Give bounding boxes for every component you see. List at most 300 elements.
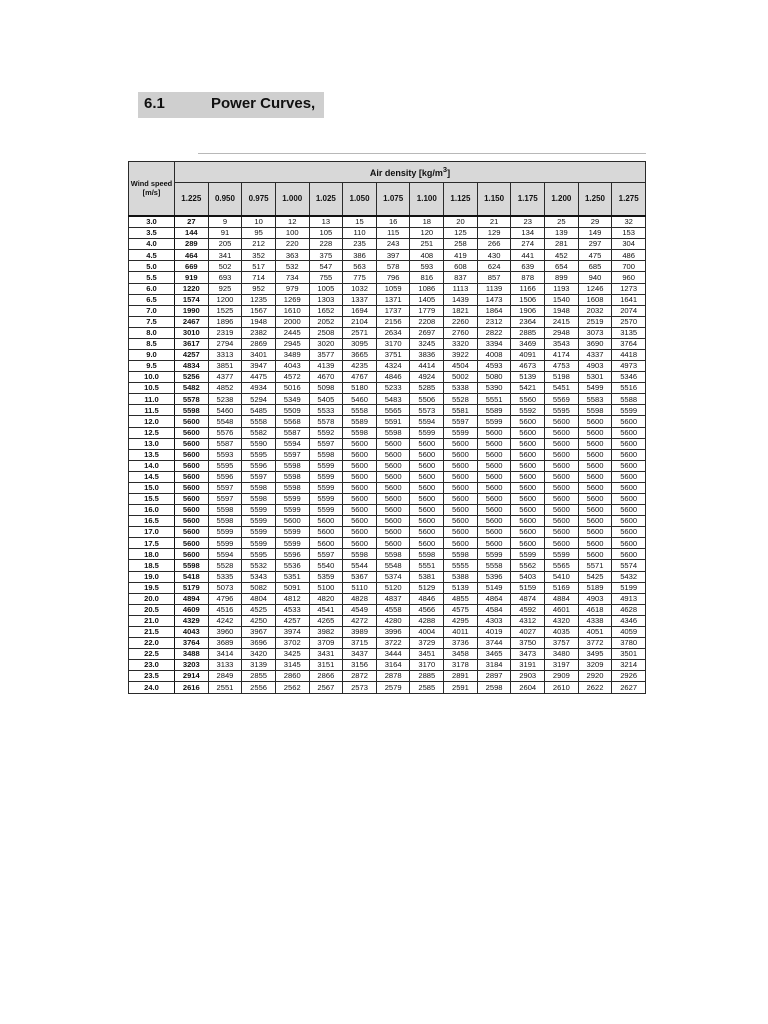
power-value-cell: 5600 — [612, 482, 646, 493]
power-value-cell: 1948 — [242, 316, 276, 327]
power-value-cell: 5600 — [343, 438, 377, 449]
power-value-cell: 5600 — [477, 505, 511, 516]
table-row — [129, 682, 646, 694]
power-value-cell: 5565 — [545, 560, 579, 571]
power-value-cell: 5600 — [511, 460, 545, 471]
table-row — [129, 405, 646, 416]
power-value-cell: 2891 — [444, 671, 478, 682]
power-value-cell: 5597 — [242, 471, 276, 482]
power-value-cell: 21 — [477, 216, 511, 228]
power-value-cell: 5576 — [208, 427, 242, 438]
power-value-cell: 5600 — [477, 493, 511, 504]
power-value-cell: 134 — [511, 228, 545, 239]
power-value-cell: 2573 — [343, 682, 377, 694]
power-value-cell: 5597 — [275, 449, 309, 460]
power-value-cell: 475 — [578, 250, 612, 261]
wind-speed-cell: 19.0 — [129, 571, 175, 582]
power-value-cell: 1337 — [343, 294, 377, 305]
power-value-cell: 1473 — [477, 294, 511, 305]
power-value-cell: 266 — [477, 239, 511, 250]
power-value-cell: 1113 — [444, 283, 478, 294]
power-value-cell: 5600 — [477, 449, 511, 460]
power-value-cell: 2869 — [242, 338, 276, 349]
power-value-cell: 5593 — [208, 449, 242, 460]
power-value-cell: 5600 — [545, 482, 579, 493]
power-value-cell: 5600 — [410, 516, 444, 527]
power-value-cell: 100 — [275, 228, 309, 239]
power-value-cell: 5600 — [175, 527, 209, 538]
power-value-cell: 129 — [477, 228, 511, 239]
wind-speed-cell: 5.5 — [129, 272, 175, 283]
power-value-cell: 5581 — [444, 405, 478, 416]
power-value-cell: 3501 — [612, 649, 646, 660]
power-value-cell: 5485 — [242, 405, 276, 416]
power-value-cell: 2610 — [545, 682, 579, 694]
power-value-cell: 5600 — [511, 527, 545, 538]
power-value-cell: 1220 — [175, 283, 209, 294]
power-value-cell: 5600 — [612, 471, 646, 482]
power-value-cell: 3214 — [612, 660, 646, 671]
power-value-cell: 1896 — [208, 316, 242, 327]
wind-speed-cell: 23.0 — [129, 660, 175, 671]
power-value-cell: 3489 — [275, 349, 309, 360]
power-value-cell: 5600 — [343, 538, 377, 549]
power-value-cell: 1906 — [511, 305, 545, 316]
power-value-cell: 5600 — [175, 538, 209, 549]
power-value-cell: 5533 — [309, 405, 343, 416]
power-value-cell: 3577 — [309, 349, 343, 360]
power-value-cell: 5139 — [444, 582, 478, 593]
power-value-cell: 4767 — [343, 372, 377, 383]
power-value-cell: 2585 — [410, 682, 444, 694]
power-curve-table — [128, 161, 646, 694]
table-row — [129, 449, 646, 460]
power-value-cell: 2634 — [376, 327, 410, 338]
power-value-cell: 4592 — [511, 604, 545, 615]
power-value-cell: 5600 — [410, 538, 444, 549]
power-value-cell: 5560 — [511, 394, 545, 405]
wind-speed-cell: 6.5 — [129, 294, 175, 305]
power-value-cell: 5600 — [376, 516, 410, 527]
power-value-cell: 5599 — [477, 549, 511, 560]
power-value-cell: 5600 — [175, 493, 209, 504]
power-value-cell: 5600 — [444, 527, 478, 538]
power-value-cell: 441 — [511, 250, 545, 261]
power-value-cell: 4051 — [578, 626, 612, 637]
power-value-cell: 5600 — [309, 527, 343, 538]
power-value-cell: 4257 — [175, 349, 209, 360]
table-row — [129, 549, 646, 560]
power-value-cell: 2074 — [612, 305, 646, 316]
air-density-label-end: ] — [447, 168, 451, 178]
power-value-cell: 3736 — [444, 638, 478, 649]
power-value-cell: 205 — [208, 239, 242, 250]
power-value-cell: 979 — [275, 283, 309, 294]
power-value-cell: 1166 — [511, 283, 545, 294]
power-value-cell: 5600 — [410, 471, 444, 482]
power-value-cell: 1269 — [275, 294, 309, 305]
power-value-cell: 5410 — [545, 571, 579, 582]
power-value-cell: 5528 — [444, 394, 478, 405]
power-value-cell: 5598 — [175, 405, 209, 416]
power-value-cell: 5600 — [175, 438, 209, 449]
wind-speed-cell: 20.5 — [129, 604, 175, 615]
power-value-cell: 5600 — [545, 416, 579, 427]
power-value-cell: 2508 — [309, 327, 343, 338]
power-value-cell: 1005 — [309, 283, 343, 294]
power-value-cell: 2382 — [242, 327, 276, 338]
power-value-cell: 4846 — [376, 372, 410, 383]
power-value-cell: 2562 — [275, 682, 309, 694]
power-value-cell: 1641 — [612, 294, 646, 305]
power-value-cell: 5600 — [578, 460, 612, 471]
power-value-cell: 5432 — [612, 571, 646, 582]
table-row — [129, 427, 646, 438]
power-value-cell: 5600 — [410, 449, 444, 460]
power-value-cell: 235 — [343, 239, 377, 250]
power-value-cell: 5294 — [242, 394, 276, 405]
power-value-cell: 2551 — [208, 682, 242, 694]
power-value-cell: 1694 — [343, 305, 377, 316]
wind-speed-cell: 24.0 — [129, 682, 175, 694]
power-value-cell: 5600 — [477, 438, 511, 449]
wind-speed-cell: 4.0 — [129, 239, 175, 250]
power-value-cell: 5600 — [175, 427, 209, 438]
power-value-cell: 9 — [208, 216, 242, 228]
table-row — [129, 272, 646, 283]
power-value-cell: 734 — [275, 272, 309, 283]
power-value-cell: 5595 — [545, 405, 579, 416]
power-value-cell: 5582 — [242, 427, 276, 438]
power-value-cell: 4295 — [444, 615, 478, 626]
table-row — [129, 394, 646, 405]
power-value-cell: 5587 — [275, 427, 309, 438]
power-value-cell: 4834 — [175, 361, 209, 372]
power-value-cell: 3451 — [410, 649, 444, 660]
power-value-cell: 3197 — [545, 660, 579, 671]
power-value-cell: 486 — [612, 250, 646, 261]
power-value-cell: 3420 — [242, 649, 276, 660]
power-value-cell: 16 — [376, 216, 410, 228]
wind-speed-cell: 22.5 — [129, 649, 175, 660]
power-value-cell: 2926 — [612, 671, 646, 682]
power-value-cell: 2794 — [208, 338, 242, 349]
power-value-cell: 2872 — [343, 671, 377, 682]
power-value-cell: 5600 — [511, 493, 545, 504]
power-value-cell: 5600 — [578, 438, 612, 449]
wind-speed-cell: 10.5 — [129, 383, 175, 394]
power-value-cell: 5568 — [275, 416, 309, 427]
power-value-cell: 5597 — [309, 549, 343, 560]
power-value-cell: 5600 — [343, 516, 377, 527]
power-value-cell: 5600 — [410, 493, 444, 504]
power-value-cell: 5285 — [410, 383, 444, 394]
power-value-cell: 5596 — [242, 460, 276, 471]
power-value-cell: 5346 — [612, 372, 646, 383]
power-value-cell: 5600 — [410, 527, 444, 538]
power-value-cell: 29 — [578, 216, 612, 228]
power-value-cell: 5587 — [208, 438, 242, 449]
power-value-cell: 5600 — [511, 516, 545, 527]
power-value-cell: 3960 — [208, 626, 242, 637]
power-value-cell: 4174 — [545, 349, 579, 360]
power-value-cell: 5599 — [309, 471, 343, 482]
power-value-cell: 5578 — [309, 416, 343, 427]
power-value-cell: 5600 — [545, 471, 579, 482]
power-value-cell: 3178 — [444, 660, 478, 671]
power-value-cell: 5594 — [275, 438, 309, 449]
power-value-cell: 5129 — [410, 582, 444, 593]
section-number: 6.1 — [144, 95, 165, 112]
wind-speed-cell: 4.5 — [129, 250, 175, 261]
density-column-header: 1.225 — [175, 183, 209, 217]
power-value-cell: 5599 — [545, 549, 579, 560]
power-value-cell: 4338 — [578, 615, 612, 626]
power-value-cell: 3184 — [477, 660, 511, 671]
power-value-cell: 5600 — [343, 493, 377, 504]
power-value-cell: 5600 — [511, 471, 545, 482]
power-value-cell: 5098 — [309, 383, 343, 394]
power-value-cell: 4852 — [208, 383, 242, 394]
power-value-cell: 5600 — [511, 538, 545, 549]
table-row — [129, 604, 646, 615]
power-value-cell: 5589 — [343, 416, 377, 427]
wind-speed-header: Wind speed [m/s] — [129, 162, 175, 217]
power-value-cell: 816 — [410, 272, 444, 283]
wind-speed-cell: 18.0 — [129, 549, 175, 560]
wind-speed-cell: 15.5 — [129, 493, 175, 504]
power-value-cell: 4043 — [275, 361, 309, 372]
table-row — [129, 671, 646, 682]
power-value-cell: 5569 — [545, 394, 579, 405]
power-value-cell: 5600 — [309, 538, 343, 549]
power-value-cell: 5120 — [376, 582, 410, 593]
power-value-cell: 2570 — [612, 316, 646, 327]
power-value-cell: 5425 — [578, 571, 612, 582]
power-value-cell: 5600 — [343, 471, 377, 482]
wind-speed-cell: 16.5 — [129, 516, 175, 527]
power-value-cell: 5600 — [511, 427, 545, 438]
power-value-cell: 5599 — [242, 538, 276, 549]
power-value-cell: 3947 — [242, 361, 276, 372]
power-value-cell: 5583 — [578, 394, 612, 405]
power-value-cell: 5558 — [343, 405, 377, 416]
power-value-cell: 3245 — [410, 338, 444, 349]
power-value-cell: 5179 — [175, 582, 209, 593]
power-value-cell: 4265 — [309, 615, 343, 626]
table-row — [129, 305, 646, 316]
power-value-cell: 4628 — [612, 604, 646, 615]
power-value-cell: 3836 — [410, 349, 444, 360]
power-value-cell: 281 — [545, 239, 579, 250]
power-value-cell: 10 — [242, 216, 276, 228]
power-value-cell: 4329 — [175, 615, 209, 626]
wind-speed-cell: 5.0 — [129, 261, 175, 272]
power-value-cell: 2866 — [309, 671, 343, 682]
power-value-cell: 375 — [309, 250, 343, 261]
power-value-cell: 4618 — [578, 604, 612, 615]
power-value-cell: 5599 — [208, 538, 242, 549]
power-value-cell: 5600 — [612, 549, 646, 560]
table-row — [129, 471, 646, 482]
power-value-cell: 5598 — [275, 482, 309, 493]
power-value-cell: 5600 — [175, 416, 209, 427]
power-value-cell: 5600 — [545, 438, 579, 449]
power-value-cell: 3780 — [612, 638, 646, 649]
power-value-cell: 243 — [376, 239, 410, 250]
power-value-cell: 5598 — [242, 482, 276, 493]
power-value-cell: 669 — [175, 261, 209, 272]
power-value-cell: 3401 — [242, 349, 276, 360]
power-value-cell: 3095 — [343, 338, 377, 349]
power-value-cell: 547 — [309, 261, 343, 272]
density-column-header: 1.175 — [511, 183, 545, 217]
table-row — [129, 349, 646, 360]
power-value-cell: 5558 — [477, 560, 511, 571]
density-column-header: 1.250 — [578, 183, 612, 217]
power-value-cell: 2920 — [578, 671, 612, 682]
power-value-cell: 5528 — [208, 560, 242, 571]
power-value-cell: 1525 — [208, 305, 242, 316]
power-value-cell: 304 — [612, 239, 646, 250]
power-value-cell: 5600 — [175, 549, 209, 560]
air-density-header — [175, 162, 646, 183]
power-value-cell: 960 — [612, 272, 646, 283]
power-value-cell: 115 — [376, 228, 410, 239]
power-value-cell: 5599 — [275, 505, 309, 516]
power-value-cell: 5600 — [376, 482, 410, 493]
power-value-cell: 639 — [511, 261, 545, 272]
power-value-cell: 3722 — [376, 638, 410, 649]
power-value-cell: 3313 — [208, 349, 242, 360]
table-row — [129, 516, 646, 527]
power-value-cell: 5073 — [208, 582, 242, 593]
power-value-cell: 18 — [410, 216, 444, 228]
power-value-cell: 5598 — [444, 549, 478, 560]
power-value-cell: 5343 — [242, 571, 276, 582]
power-value-cell: 5599 — [275, 527, 309, 538]
power-value-cell: 4019 — [477, 626, 511, 637]
power-value-cell: 4008 — [477, 349, 511, 360]
power-value-cell: 5600 — [175, 505, 209, 516]
power-value-cell: 139 — [545, 228, 579, 239]
power-value-cell: 341 — [208, 250, 242, 261]
density-column-header: 1.200 — [545, 183, 579, 217]
power-value-cell: 2903 — [511, 671, 545, 682]
power-value-cell: 5598 — [376, 427, 410, 438]
power-value-cell: 5598 — [343, 427, 377, 438]
power-value-cell: 4609 — [175, 604, 209, 615]
power-value-cell: 1948 — [545, 305, 579, 316]
wind-speed-cell: 20.0 — [129, 593, 175, 604]
power-value-cell: 5600 — [410, 505, 444, 516]
power-value-cell: 3010 — [175, 327, 209, 338]
power-value-cell: 464 — [175, 250, 209, 261]
power-value-cell: 5544 — [343, 560, 377, 571]
wind-speed-cell: 17.5 — [129, 538, 175, 549]
power-value-cell: 4673 — [511, 361, 545, 372]
wind-speed-cell: 3.0 — [129, 216, 175, 228]
power-value-cell: 2556 — [242, 682, 276, 694]
power-value-cell: 419 — [444, 250, 478, 261]
power-value-cell: 5600 — [612, 538, 646, 549]
power-value-cell: 408 — [410, 250, 444, 261]
power-value-cell: 5367 — [343, 571, 377, 582]
power-value-cell: 27 — [175, 216, 209, 228]
power-value-cell: 5600 — [343, 505, 377, 516]
power-value-cell: 363 — [275, 250, 309, 261]
table-row — [129, 383, 646, 394]
power-value-cell: 2885 — [511, 327, 545, 338]
power-value-cell: 1371 — [376, 294, 410, 305]
power-value-cell: 2697 — [410, 327, 444, 338]
power-value-cell: 5600 — [511, 505, 545, 516]
density-column-header: 1.050 — [343, 183, 377, 217]
power-value-cell: 1990 — [175, 305, 209, 316]
power-value-cell: 1405 — [410, 294, 444, 305]
wind-speed-cell: 23.5 — [129, 671, 175, 682]
power-value-cell: 4796 — [208, 593, 242, 604]
table-row — [129, 228, 646, 239]
power-value-cell: 4820 — [309, 593, 343, 604]
power-value-cell: 5596 — [275, 549, 309, 560]
table-row — [129, 327, 646, 338]
power-value-cell: 5600 — [578, 527, 612, 538]
power-value-cell: 5600 — [578, 538, 612, 549]
power-value-cell: 5139 — [511, 372, 545, 383]
wind-speed-cell: 19.5 — [129, 582, 175, 593]
power-value-cell: 3702 — [275, 638, 309, 649]
power-value-cell: 3543 — [545, 338, 579, 349]
wind-speed-cell: 10.0 — [129, 372, 175, 383]
air-density-label: Air density [kg/m — [369, 168, 443, 178]
power-value-cell: 5600 — [511, 449, 545, 460]
power-value-cell: 5600 — [545, 449, 579, 460]
power-value-cell: 5573 — [410, 405, 444, 416]
power-value-cell: 3414 — [208, 649, 242, 660]
power-value-cell: 5600 — [376, 449, 410, 460]
power-value-cell: 3151 — [309, 660, 343, 671]
power-value-cell: 1086 — [410, 283, 444, 294]
power-value-cell: 4418 — [612, 349, 646, 360]
power-value-cell: 5558 — [242, 416, 276, 427]
power-value-cell: 5592 — [511, 405, 545, 416]
power-value-cell: 5600 — [376, 438, 410, 449]
table-row — [129, 338, 646, 349]
power-value-cell: 5598 — [376, 549, 410, 560]
power-value-cell: 5301 — [578, 372, 612, 383]
power-value-cell: 4670 — [309, 372, 343, 383]
power-value-cell: 5600 — [175, 482, 209, 493]
power-value-cell: 1540 — [545, 294, 579, 305]
power-value-cell: 5418 — [175, 571, 209, 582]
power-value-cell: 5238 — [208, 394, 242, 405]
power-value-cell: 5588 — [612, 394, 646, 405]
power-value-cell: 1574 — [175, 294, 209, 305]
power-value-cell: 4059 — [612, 626, 646, 637]
power-value-cell: 5483 — [376, 394, 410, 405]
power-value-cell: 5600 — [612, 516, 646, 527]
wind-speed-cell: 8.0 — [129, 327, 175, 338]
power-value-cell: 5600 — [444, 493, 478, 504]
power-value-cell: 4377 — [208, 372, 242, 383]
power-value-cell: 4864 — [477, 593, 511, 604]
power-value-cell: 4250 — [242, 615, 276, 626]
power-value-cell: 608 — [444, 261, 478, 272]
power-value-cell: 2914 — [175, 671, 209, 682]
power-value-cell: 1506 — [511, 294, 545, 305]
power-value-cell: 5594 — [410, 416, 444, 427]
